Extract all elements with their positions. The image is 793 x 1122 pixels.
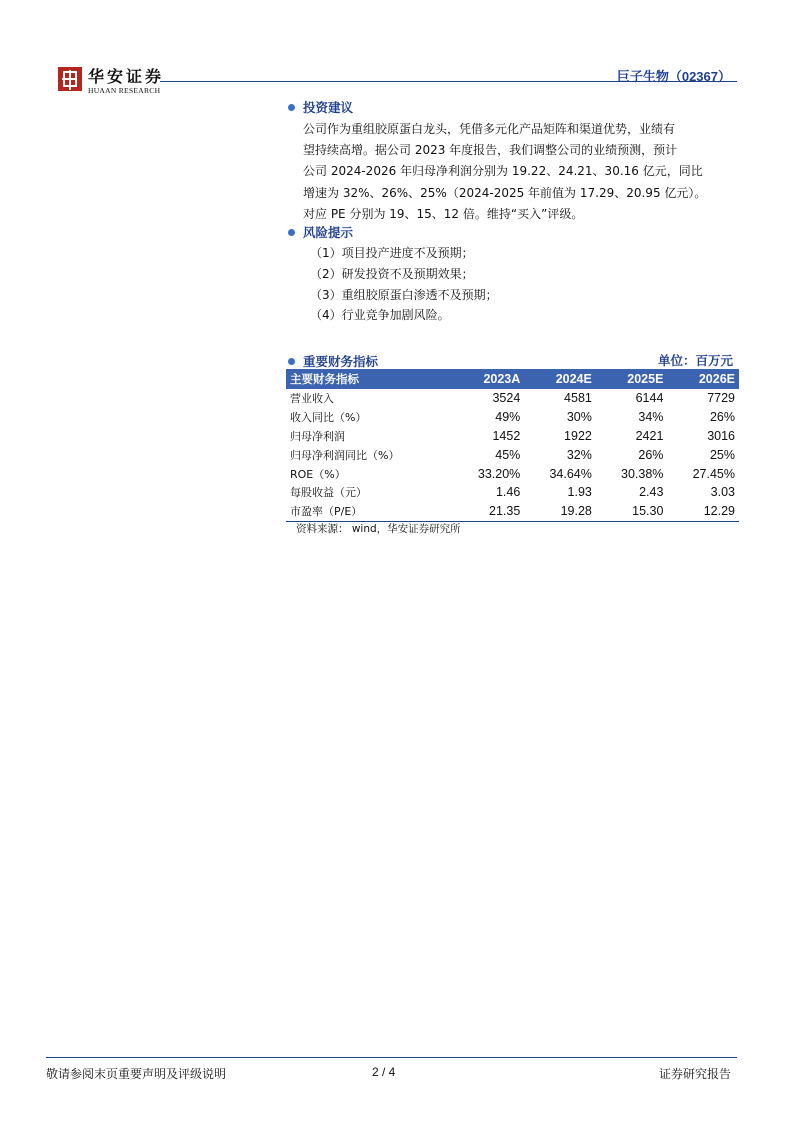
row-label: 收入同比（%）	[290, 411, 367, 425]
risk-heading: 风险提示	[288, 223, 353, 241]
table-cell: 4581	[564, 391, 592, 406]
table-cell: 15.30	[596, 502, 668, 521]
footer-disclaimer: 敬请参阅末页重要声明及评级说明	[46, 1067, 227, 1081]
page-number: 2 / 4	[372, 1065, 396, 1079]
bullet-dot-icon	[288, 104, 295, 111]
column-header: 2025E	[596, 369, 668, 389]
table-cell: 1.46	[495, 485, 521, 500]
row-label: 归母净利润	[290, 429, 345, 443]
table-cell: 26%	[709, 410, 735, 425]
table-cell: 1452	[492, 428, 521, 443]
table-cell: 34%	[638, 410, 664, 425]
table-cell: 33.20%	[477, 466, 521, 481]
financials-heading: 重要财务指标	[288, 352, 378, 370]
bullet-dot-icon	[288, 229, 295, 236]
investment-paragraph	[303, 119, 735, 225]
table-cell: 6144	[635, 391, 664, 406]
row-label: 每股收益（元）	[290, 486, 367, 500]
risk-item: （3）重组胶原蛋白渗透不及预期；	[310, 288, 498, 302]
table-row	[286, 464, 739, 483]
investment-heading: 投资建议	[288, 98, 353, 116]
unit-label: 单位：百万元	[657, 353, 733, 368]
table-cell: 1922	[564, 428, 592, 443]
table-row	[286, 445, 739, 464]
table-cell: 30%	[566, 410, 592, 425]
header-divider	[160, 81, 737, 82]
table-row	[286, 502, 739, 521]
table-cell: 27.45%	[692, 466, 735, 481]
bullet-dot-icon	[288, 358, 295, 365]
table-row	[286, 408, 739, 427]
investment-line: 对应 PE 分别为 19、15、12 倍。维持“买入”评级。	[303, 206, 584, 221]
table-cell: 32%	[566, 447, 592, 462]
footer-divider	[46, 1057, 737, 1058]
column-header: 2024E	[524, 369, 596, 389]
table-cell: 2.43	[639, 485, 664, 500]
row-label: 营业收入	[290, 392, 334, 406]
investment-line: 公司作为重组胶原蛋白龙头，凭借多元化产品矩阵和渠道优势，业绩有	[303, 122, 676, 136]
table-cell: 19.28	[524, 502, 596, 521]
logo-chinese-name: 华安证券	[88, 67, 165, 86]
risk-item: （2）研发投资不及预期效果；	[310, 267, 474, 281]
table-cell: 3.03	[710, 485, 735, 500]
table-cell: 34.64%	[549, 466, 592, 481]
data-source-note: 资料来源： wind，华安证券研究所	[296, 523, 461, 535]
investment-line: 增速为 32%、26%、25%（2024-2025 年前值为 17.29、20.95 亿元）。	[303, 185, 707, 200]
table-cell: 21.35	[453, 502, 525, 521]
risk-item: （4）行业竞争加剧风险。	[310, 308, 450, 322]
company-logo-icon	[58, 67, 82, 91]
logo-english-name: HUAAN RESEARCH	[88, 86, 161, 95]
table-cell: 30.38%	[621, 466, 664, 481]
table-cell: 3524	[492, 391, 521, 406]
table-cell: 26%	[638, 447, 664, 462]
table-cell: 25%	[709, 447, 735, 462]
column-header: 2026E	[667, 369, 739, 389]
table-cell: 45%	[495, 447, 521, 462]
table-cell: 49%	[495, 410, 521, 425]
table-row	[286, 427, 739, 446]
risk-item: （1）项目投产进度不及预期；	[310, 246, 474, 260]
table-cell: 3016	[707, 428, 735, 443]
report-title: 巨子生物（02367）	[616, 69, 731, 84]
table-row	[286, 389, 739, 408]
column-header: 2023A	[453, 369, 525, 389]
table-cell: 1.93	[567, 485, 592, 500]
column-header: 主要财务指标	[286, 369, 453, 389]
table-row	[286, 483, 739, 502]
table-cell: 12.29	[667, 502, 739, 521]
row-label: 归母净利润同比（%）	[290, 448, 400, 462]
investment-line: 公司 2024-2026 年归母净利润分别为 19.22、24.21、30.16 亿元，同比	[303, 164, 703, 179]
footer-report-type: 证券研究报告	[658, 1067, 731, 1081]
table-cell: 2421	[635, 428, 664, 443]
row-label: ROE（%）	[290, 467, 346, 481]
investment-line: 望持续高增。据公司 2023 年度报告，我们调整公司的业绩预测，预计	[303, 143, 678, 158]
table-cell: 7729	[707, 391, 735, 406]
financial-table	[286, 369, 739, 522]
row-label: 市盈率（P/E）	[286, 502, 453, 521]
table-header-row	[286, 369, 739, 389]
